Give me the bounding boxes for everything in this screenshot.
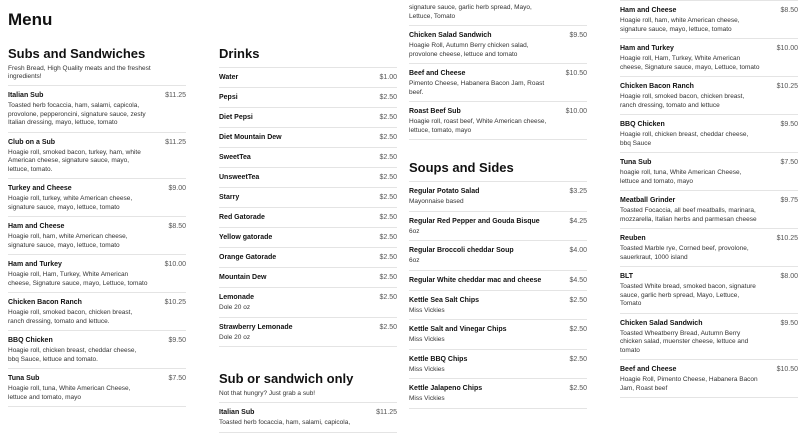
menu-item[interactable] <box>620 359 798 397</box>
menu-item[interactable] <box>620 114 798 152</box>
menu-item[interactable] <box>219 87 397 107</box>
menu-item[interactable] <box>620 0 798 38</box>
item-name: Ham and Turkey <box>8 261 62 268</box>
item-price: $2.50 <box>379 254 397 261</box>
menu-item[interactable] <box>219 187 397 207</box>
item-name: Meatball Grinder <box>620 197 676 204</box>
item-name: Beef and Cheese <box>620 366 677 373</box>
item-description: Toasted Marble rye, Corned beef, provolone, sauerkraut, 1000 island <box>620 245 749 261</box>
item-price: $8.50 <box>168 223 186 230</box>
menu-item[interactable] <box>219 207 397 227</box>
item-description: Dole 20 oz <box>219 333 251 341</box>
item-price: $9.50 <box>569 32 587 39</box>
item-price: $8.00 <box>780 273 798 280</box>
menu-item[interactable] <box>409 181 587 211</box>
item-description: Miss Vickies <box>409 365 445 373</box>
item-description: Hoagie roll, chicken breast, cheddar cheese, bbq Sauce, lettuce and tomato. <box>8 347 137 363</box>
divider <box>409 139 587 140</box>
item-name: Roast Beef Sub <box>409 108 461 115</box>
item-name: Ham and Turkey <box>620 45 674 52</box>
item-description: Toasted herb focaccia, ham, salami, capicola, <box>219 419 351 426</box>
section-title: Sub or sandwich only <box>219 371 354 386</box>
item-description: Toasted Wheatberry Bread, Autumn Berry chicken salad, muenster cheese, lettuce and tomato <box>620 329 749 354</box>
menu-item[interactable] <box>219 267 397 287</box>
section-title: Subs and Sandwiches <box>8 46 146 61</box>
item-price: $2.50 <box>379 174 397 181</box>
item-price: $10.50 <box>776 366 798 373</box>
item-name: Kettle Salt and Vinegar Chips <box>409 326 507 333</box>
item-name: Starry <box>219 194 240 201</box>
item-name: Diet Mountain Dew <box>219 134 282 141</box>
item-price: $11.25 <box>376 409 397 416</box>
item-price: $11.25 <box>165 92 186 99</box>
item-price: $10.25 <box>164 299 186 306</box>
item-name: Reuben <box>620 235 646 242</box>
item-description: Miss Vickies <box>409 306 445 314</box>
item-price: $10.25 <box>776 235 798 242</box>
menu-item[interactable] <box>409 101 587 139</box>
menu-item[interactable] <box>8 132 186 179</box>
item-name: BBQ Chicken <box>8 337 53 344</box>
sandwich-list <box>620 0 798 398</box>
item-description: Toasted herb focaccia, ham, salami, capicola, provolone, pepperoncini, signature sauce, zesty Italian dressing, mayo, lettuce, tomato <box>8 102 146 126</box>
item-price: $2.50 <box>379 323 397 331</box>
item-name: Ham and Cheese <box>8 223 65 230</box>
item-price: $9.50 <box>780 319 798 327</box>
item-price: $10.00 <box>776 45 798 52</box>
menu-item[interactable] <box>620 76 798 114</box>
item-price: $2.50 <box>379 194 397 201</box>
item-price: $2.50 <box>379 154 397 161</box>
item-price: $9.50 <box>780 121 798 128</box>
menu-item[interactable] <box>219 167 397 187</box>
item-description: Hoagie roll, smoked bacon, chicken breast, ranch dressing, tomato and lettuce. <box>8 309 133 325</box>
page-title: Menu <box>8 10 53 29</box>
item-price: $2.50 <box>379 234 397 241</box>
menu-item[interactable] <box>620 228 798 266</box>
item-description: hoagie roll, tuna, White American Cheese, lettuce and tomato, mayo <box>620 169 742 185</box>
item-price: $2.50 <box>569 385 587 392</box>
drinks-section <box>219 46 397 433</box>
item-price: $7.50 <box>780 159 798 166</box>
menu-item[interactable] <box>409 270 587 290</box>
item-price: $9.75 <box>780 197 798 204</box>
menu-item[interactable] <box>8 368 186 406</box>
item-description: Hoagie roll, ham, white American cheese, signature sauce, mayo, lettuce, tomato <box>620 17 740 33</box>
section-subtitle: Fresh Bread, High Quality meats and the freshest ingredients! <box>8 65 151 80</box>
column-3 <box>409 0 587 409</box>
item-name: Kettle Sea Salt Chips <box>409 296 480 304</box>
item-name: Kettle Jalapeno Chips <box>409 385 483 392</box>
menu-item[interactable] <box>8 292 186 330</box>
menu-item[interactable] <box>409 0 587 25</box>
item-description: Hoagie roll, Ham, Turkey, White American cheese, Signature sauce, mayo, Lettuce, tomato <box>620 55 760 71</box>
item-price: $2.50 <box>569 355 587 363</box>
item-price: $1.00 <box>379 74 397 81</box>
menu-item[interactable] <box>409 25 587 63</box>
section-subtitle: Not that hungry? Just grab a sub! <box>219 390 316 397</box>
item-price: $4.25 <box>569 217 587 225</box>
item-price: $2.50 <box>569 326 587 333</box>
item-name: Turkey and Cheese <box>8 185 72 192</box>
divider <box>409 408 587 409</box>
item-description: Hoagie Roll, Autumn Berry chicken salad, provolone cheese, lettuce and tomato <box>409 42 529 58</box>
menu-item[interactable] <box>8 254 186 292</box>
menu-item[interactable] <box>8 85 186 132</box>
menu-item[interactable] <box>219 317 397 347</box>
item-price: $9.50 <box>168 337 186 344</box>
divider <box>8 406 186 407</box>
item-name: Pepsi <box>219 94 238 101</box>
item-name: Kettle BBQ Chips <box>409 355 468 363</box>
item-description: Hoagie roll, roast beef, White American cheese, lettuce, tomato, mayo <box>409 118 547 134</box>
item-price: $4.00 <box>569 247 587 254</box>
item-name: Chicken Bacon Ranch <box>620 83 694 90</box>
menu-item[interactable] <box>219 67 397 87</box>
item-price: $4.50 <box>569 276 587 284</box>
divider <box>620 397 798 398</box>
item-description: Mayonnaise based <box>409 198 464 205</box>
column-4 <box>620 0 798 398</box>
menu-item[interactable] <box>219 287 397 317</box>
item-description: Dole 20 oz <box>219 304 251 311</box>
menu-item[interactable] <box>409 349 587 379</box>
item-name: Regular Red Pepper and Gouda Bisque <box>409 217 540 225</box>
item-price: $2.50 <box>379 214 397 221</box>
divider <box>219 346 397 347</box>
item-price: $2.50 <box>379 134 397 141</box>
item-price: $2.50 <box>379 294 397 301</box>
item-description: signature sauce, garlic herb spread, Mayo, Lettuce, Tomato <box>409 4 532 20</box>
menu-item[interactable] <box>409 211 587 241</box>
section-title: Drinks <box>219 46 260 61</box>
item-name: Chicken Bacon Ranch <box>8 299 82 306</box>
item-name: SweetTea <box>219 154 251 161</box>
subs-section <box>8 46 186 407</box>
item-name: Chicken Salad Sandwich <box>620 319 703 327</box>
item-name: Ham and Cheese <box>620 7 677 14</box>
item-price: $10.25 <box>776 83 798 90</box>
item-name: Italian Sub <box>8 92 44 99</box>
item-name: Chicken Salad Sandwich <box>409 32 492 39</box>
section-title: Soups and Sides <box>409 160 514 175</box>
item-name: Club on a Sub <box>8 138 56 146</box>
item-price: $3.25 <box>569 188 587 195</box>
menu-item[interactable] <box>8 178 186 216</box>
item-name: Orange Gatorade <box>219 254 277 261</box>
item-name: Diet Pepsi <box>219 114 253 121</box>
item-price: $10.50 <box>565 70 587 77</box>
drinks-list <box>219 67 397 347</box>
menu-item[interactable] <box>8 330 186 368</box>
menu-item[interactable] <box>620 313 798 360</box>
item-description: Hoagie roll, Ham, Turkey, White American cheese, Signature sauce, mayo, Lettuce, tomato <box>8 271 148 287</box>
item-name: UnsweetTea <box>219 174 260 181</box>
item-name: Beef and Cheese <box>409 70 466 77</box>
item-name: Yellow gatorade <box>219 234 273 241</box>
menu-item[interactable] <box>620 38 798 76</box>
item-description: 6oz <box>409 227 420 235</box>
item-price: $10.00 <box>164 261 186 268</box>
item-name: Tuna Sub <box>8 375 40 382</box>
subs-list <box>8 85 186 407</box>
menu-item[interactable] <box>219 127 397 147</box>
item-price: $2.50 <box>379 274 397 281</box>
item-price: $7.50 <box>168 375 186 382</box>
menu-item[interactable] <box>219 247 397 267</box>
item-price: $2.50 <box>379 94 397 101</box>
menu-item[interactable] <box>8 216 186 254</box>
item-name: BBQ Chicken <box>620 121 665 128</box>
item-price: $11.25 <box>165 138 186 146</box>
item-name: Red Gatorade <box>219 214 265 221</box>
item-price: $2.50 <box>379 114 397 121</box>
item-description: Pimento Cheese, Habanera Bacon Jam, Roast beef. <box>409 80 545 96</box>
item-name: Mountain Dew <box>219 274 267 281</box>
item-price: $9.00 <box>168 185 186 192</box>
item-name: Lemonade <box>219 294 255 301</box>
item-name: Regular White cheddar mac and cheese <box>409 276 542 284</box>
item-description: Hoagie roll, chicken breast, cheddar cheese, bbq Sauce <box>620 131 749 147</box>
menu-item[interactable] <box>620 152 798 190</box>
menu-item[interactable] <box>219 147 397 167</box>
item-name: Regular Broccoli cheddar Soup <box>409 247 514 254</box>
item-name: Strawberry Lemonade <box>219 323 293 331</box>
item-description: Toasted Focaccia, all beef meatballs, marinara, mozzarella, Italian herbs and parmesan cheese <box>620 207 757 223</box>
item-description: Miss Vickies <box>409 395 445 402</box>
item-description: 6oz <box>409 257 420 264</box>
menu-item[interactable] <box>409 378 587 408</box>
item-description: Hoagie Roll, Pimento Cheese, Habanera Bacon Jam, Roast beef <box>620 376 758 392</box>
menu-item[interactable] <box>219 107 397 127</box>
item-description: Toasted White bread, smoked bacon, signature sauce, garlic herb spread, Mayo, Lettuce, Tomato <box>620 283 756 307</box>
menu-item[interactable] <box>409 240 587 270</box>
menu-item[interactable] <box>409 63 587 101</box>
item-name: Water <box>219 74 239 81</box>
item-description: Miss Vickies <box>409 336 445 343</box>
divider <box>219 432 397 433</box>
item-name: Italian Sub <box>219 409 255 416</box>
item-name: BLT <box>620 273 634 280</box>
item-price: $10.00 <box>565 108 587 115</box>
item-description: Hoagie roll, smoked bacon, chicken breast, ranch dressing, tomato and lettuce <box>620 93 745 109</box>
menu-item[interactable] <box>620 190 798 228</box>
menu-item[interactable] <box>219 227 397 247</box>
item-name: Regular Potato Salad <box>409 188 480 195</box>
item-description: Hoagie roll, smoked bacon, turkey, ham, white American cheese, signature sauce, mayo, lettuce, tomato. <box>8 148 141 173</box>
sandwich-list-continued <box>409 0 587 140</box>
item-price: $2.50 <box>569 296 587 304</box>
menu-item[interactable] <box>409 290 587 320</box>
item-price: $8.50 <box>780 7 798 14</box>
item-description: Hoagie roll, turkey, white American cheese, signature sauce, mayo, lettuce, tomato <box>8 195 133 211</box>
sub-only-list <box>219 402 397 433</box>
menu-item[interactable] <box>620 266 798 313</box>
item-description: Hoagie roll, ham, white American cheese, signature sauce, mayo, lettuce, tomato <box>8 233 128 249</box>
item-name: Tuna Sub <box>620 159 652 166</box>
soups-list <box>409 181 587 409</box>
menu-item[interactable] <box>409 319 587 349</box>
menu-item[interactable] <box>219 402 397 432</box>
item-description: Hoagie roll, tuna, White American Cheese, lettuce and tomato, mayo <box>8 385 131 401</box>
